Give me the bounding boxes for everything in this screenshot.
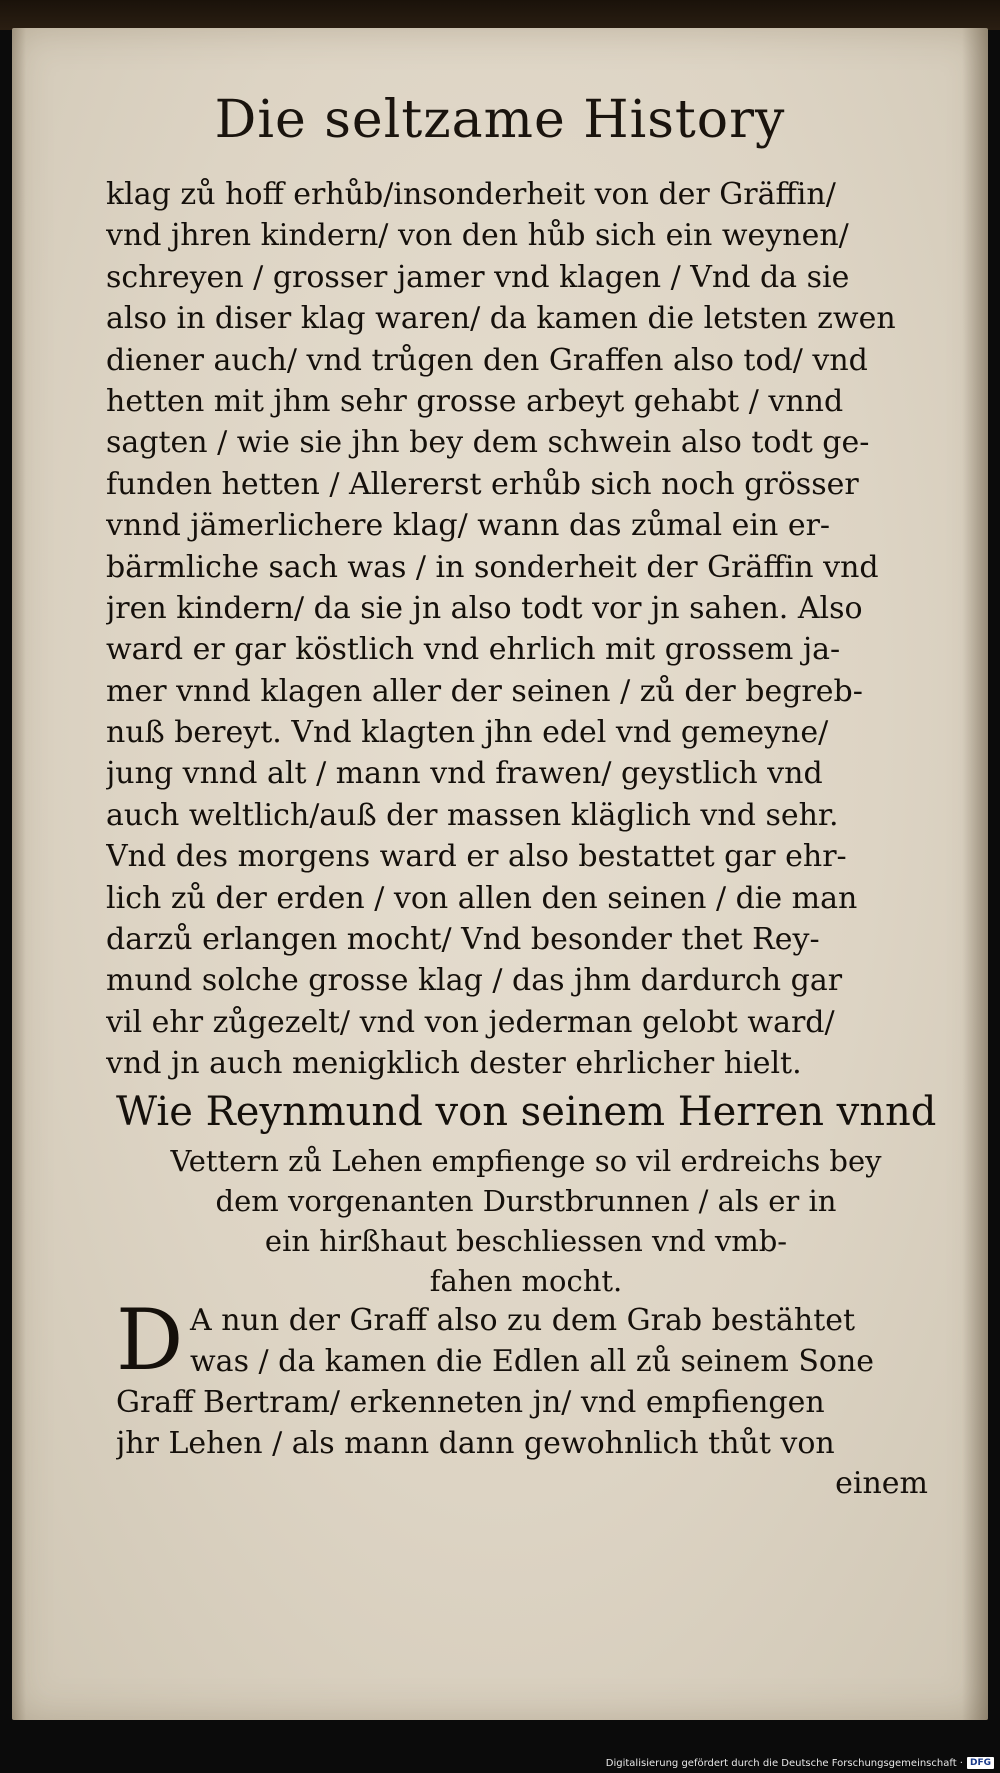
- paragraph-2: [116, 1300, 936, 1464]
- text-line: lich zů der erden / von allen den seinen / die man: [106, 880, 858, 916]
- drop-cap: D: [116, 1291, 184, 1389]
- text-line: diener auch/ vnd trůgen den Graffen also tod/ vnd: [106, 342, 868, 378]
- text-line: was / da kamen die Edlen all zů seinem Sone: [190, 1344, 875, 1379]
- text-line: vnd jn auch menigklich dester ehrlicher hielt.: [106, 1046, 802, 1082]
- running-head: Die seltzame History: [214, 90, 786, 150]
- paragraph-1: [106, 174, 936, 1085]
- page-left-shadow: [12, 28, 26, 1720]
- chapter-heading-line: ein hirßhaut beschliessen vnd vmb-: [264, 1224, 788, 1258]
- book-page: [12, 28, 988, 1720]
- text-line: darzů erlangen mocht/ Vnd besonder thet Rey-: [106, 922, 820, 958]
- text-line: sagten / wie sie jhn bey dem schwein also todt ge-: [106, 425, 870, 461]
- digitization-credit: [606, 1757, 994, 1769]
- dfg-logo: DFG: [967, 1757, 994, 1769]
- text-line: A nun der Graff also zu dem Grab bestähtet: [190, 1303, 856, 1338]
- text-line: hetten mit jhm sehr grosse arbeyt gehabt / vnnd: [106, 383, 844, 419]
- text-line: nuß bereyt. Vnd klagten jhn edel vnd gemeyne/: [106, 715, 829, 751]
- text-line: jren kindern/ da sie jn also todt vor jn sahen. Also: [106, 590, 863, 626]
- text-line: schreyen / grosser jamer vnd klagen / Vnd da sie: [106, 259, 850, 295]
- text-line: klag zů hoff erhůb/insonderheit von der Gräffin/: [106, 177, 836, 212]
- page-right-shadow: [962, 28, 988, 1720]
- text-line: vnd jhren kindern/ von den hůb sich ein weynen/: [106, 218, 849, 254]
- text-line: ward er gar köstlich vnd ehrlich mit grossem ja-: [106, 632, 841, 668]
- text-line: jung vnnd alt / mann vnd frawen/ geystlich vnd: [106, 756, 823, 792]
- chapter-heading-line: fahen mocht.: [429, 1264, 623, 1298]
- chapter-heading-line: dem vorgenanten Durstbrunnen / als er in: [215, 1184, 837, 1218]
- text-line: Vnd des morgens ward er also bestattet gar ehr-: [106, 839, 847, 875]
- text-line: bärmliche sach was / in sonderheit der Gräffin vnd: [106, 549, 879, 585]
- text-line: mund solche grosse klag / das jhm dardurch gar: [106, 963, 843, 999]
- text-line: funden hetten / Allererst erhůb sich noch grösser: [106, 466, 859, 502]
- text-line: auch weltlich/auß der massen kläglich vnd sehr.: [106, 797, 839, 833]
- chapter-heading: [116, 1086, 936, 1302]
- text-line: also in diser klag waren/ da kamen die letsten zwen: [106, 301, 896, 337]
- text-line: vnnd jämerlichere klag/ wann das zůmal ein er-: [106, 508, 831, 544]
- text-line: Graff Bertram/ erkenneten jn/ vnd empfiengen: [116, 1385, 825, 1420]
- text-line: jhr Lehen / als mann dann gewohnlich thůt von: [116, 1426, 835, 1461]
- text-line: mer vnnd klagen aller der seinen / zů der begreb-: [106, 673, 863, 709]
- top-scan-strip: [0, 0, 1000, 30]
- chapter-heading-line: Wie Reynmund von seinem Herren vnnd: [116, 1089, 937, 1135]
- text-line: vil ehr zůgezelt/ vnd von jederman gelobt ward/: [106, 1004, 835, 1040]
- catchword: einem: [835, 1466, 928, 1501]
- chapter-heading-line: Vettern zů Lehen empfienge so vil erdreichs bey: [170, 1144, 882, 1178]
- credit-text: Digitalisierung gefördert durch die Deutsche Forschungsgemeinschaft ·: [605, 1757, 963, 1769]
- bottom-band: [0, 1720, 1000, 1773]
